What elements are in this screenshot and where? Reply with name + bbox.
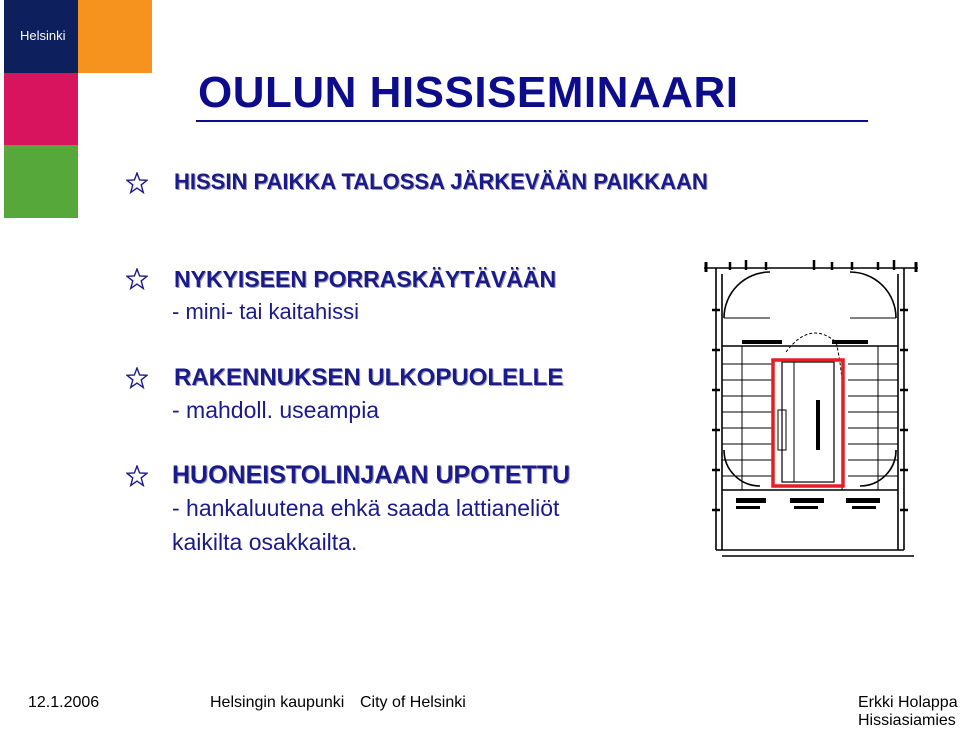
star-icon: [126, 172, 148, 194]
bullet-heading-2: NYKYISEEN PORRASKÄYTÄVÄÄN: [174, 266, 557, 292]
footer-org-en: City of Helsinki: [360, 694, 466, 711]
page-title: OULUN HISSISEMINAARI: [198, 68, 739, 117]
logo-text: Helsinki: [20, 28, 66, 43]
logo-block-magenta: [4, 73, 78, 145]
footer-org: Helsingin kaupunki: [210, 694, 345, 711]
bullet-heading-1: HISSIN PAIKKA TALOSSA JÄRKEVÄÄN PAIKKAAN: [174, 169, 708, 194]
bullet-sub-4b: kaikilta osakkailta.: [172, 529, 358, 555]
star-icon: [126, 465, 148, 487]
bullet-sub-2: - mini- tai kaitahissi: [172, 299, 360, 324]
footer-author: Erkki Holappa: [858, 694, 958, 711]
footer-author-role: Hissiasiamies: [858, 712, 956, 729]
bullet-heading-3: RAKENNUKSEN ULKOPUOLELLE: [174, 364, 564, 391]
bullet-sub-4: - hankaluutena ehkä saada lattianeliöt: [172, 495, 560, 521]
bullet-sub-3: - mahdoll. useampia: [172, 397, 380, 423]
logo-block-orange: [78, 0, 152, 73]
floor-plan-drawing: [702, 250, 920, 562]
star-icon: [126, 367, 148, 389]
title-underline: [196, 120, 868, 122]
logo-block-green: [4, 145, 78, 218]
footer-date: 12.1.2006: [28, 694, 100, 711]
star-icon: [126, 268, 148, 290]
bullet-heading-4: HUONEISTOLINJAAN UPOTETTU: [172, 461, 571, 489]
